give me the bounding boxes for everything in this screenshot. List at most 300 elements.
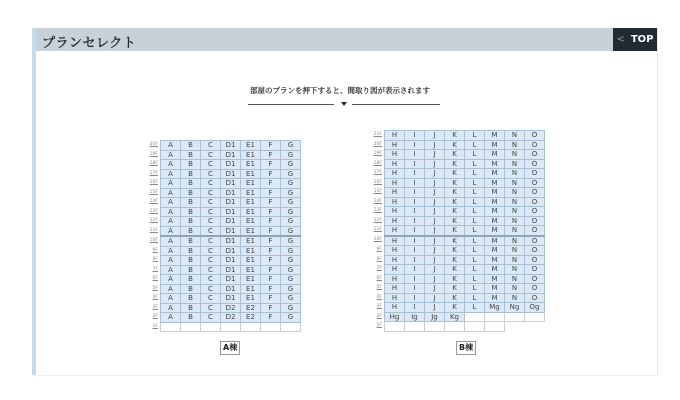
plan-cell[interactable]: A [161,246,181,256]
plan-cell[interactable]: H [385,197,405,207]
plan-cell[interactable]: M [485,207,505,217]
plan-cell[interactable]: G [281,294,301,304]
plan-cell[interactable]: H [385,265,405,275]
plan-cell[interactable]: L [465,140,485,150]
plan-cell[interactable]: G [281,169,301,179]
plan-cell[interactable]: M [485,236,505,246]
plan-cell[interactable]: D1 [221,284,241,294]
plan-cell[interactable]: O [525,178,545,188]
plan-cell[interactable]: A [161,169,181,179]
plan-cell[interactable]: G [281,179,301,189]
plan-cell[interactable]: M [485,274,505,284]
plan-cell[interactable]: N [505,178,525,188]
plan-cell[interactable]: I [405,274,425,284]
plan-cell[interactable]: K [445,131,465,141]
plan-cell[interactable]: D1 [221,236,241,246]
plan-cell[interactable]: G [281,188,301,198]
plan-cell[interactable]: B [181,188,201,198]
plan-cell[interactable]: I [405,150,425,160]
plan-cell[interactable]: D1 [221,207,241,217]
plan-cell[interactable]: D1 [221,294,241,304]
plan-cell[interactable]: E1 [241,141,261,151]
plan-cell[interactable]: B [181,256,201,266]
plan-cell[interactable]: N [505,197,525,207]
plan-cell[interactable]: M [485,216,505,226]
plan-cell[interactable]: A [161,217,181,227]
plan-cell[interactable]: C [201,246,221,256]
plan-cell[interactable]: C [201,284,221,294]
plan-cell[interactable]: I [405,207,425,217]
plan-cell[interactable]: L [465,303,485,313]
plan-cell[interactable]: D1 [221,198,241,208]
plan-cell[interactable]: O [525,159,545,169]
plan-cell[interactable]: H [385,150,405,160]
plan-cell[interactable]: J [425,178,445,188]
plan-cell[interactable]: A [161,207,181,217]
plan-cell[interactable]: H [385,284,405,294]
plan-cell[interactable]: O [525,293,545,303]
plan-cell[interactable]: M [485,159,505,169]
plan-cell[interactable]: M [485,197,505,207]
plan-cell[interactable]: I [405,131,425,141]
plan-cell[interactable]: E1 [241,160,261,170]
plan-cell[interactable]: L [465,150,485,160]
plan-cell[interactable]: K [445,188,465,198]
plan-cell[interactable]: I [405,303,425,313]
plan-cell[interactable]: I [405,216,425,226]
plan-cell[interactable]: M [485,246,505,256]
plan-cell[interactable]: C [201,313,221,323]
plan-cell[interactable]: L [465,169,485,179]
plan-cell[interactable]: C [201,169,221,179]
plan-cell[interactable]: B [181,303,201,313]
plan-cell[interactable]: M [485,150,505,160]
plan-cell[interactable]: G [281,217,301,227]
plan-cell[interactable]: F [261,303,281,313]
plan-cell[interactable]: A [161,303,181,313]
plan-cell[interactable]: D1 [221,265,241,275]
plan-cell[interactable]: L [465,255,485,265]
plan-cell[interactable]: E1 [241,188,261,198]
plan-cell[interactable]: Og [525,303,545,313]
plan-cell[interactable]: I [405,236,425,246]
plan-cell[interactable]: O [525,150,545,160]
plan-cell[interactable]: I [405,265,425,275]
plan-cell[interactable]: O [525,131,545,141]
plan-cell[interactable]: C [201,188,221,198]
plan-cell[interactable]: B [181,236,201,246]
plan-cell[interactable]: K [445,246,465,256]
plan-cell[interactable]: J [425,236,445,246]
plan-cell[interactable]: I [405,178,425,188]
plan-cell[interactable]: B [181,207,201,217]
plan-cell[interactable]: N [505,255,525,265]
plan-cell[interactable]: G [281,313,301,323]
plan-cell[interactable]: H [385,216,405,226]
plan-cell[interactable]: L [465,236,485,246]
plan-cell[interactable]: A [161,150,181,160]
plan-cell[interactable]: M [485,265,505,275]
plan-cell[interactable]: H [385,140,405,150]
plan-cell[interactable]: A [161,188,181,198]
plan-cell[interactable]: K [445,265,465,275]
plan-cell[interactable]: M [485,255,505,265]
plan-cell[interactable]: F [261,246,281,256]
plan-cell[interactable]: L [465,226,485,236]
plan-cell[interactable]: N [505,274,525,284]
plan-cell[interactable]: C [201,275,221,285]
plan-cell[interactable]: O [525,188,545,198]
plan-cell[interactable]: L [465,131,485,141]
floor-label: 21F [373,132,382,137]
plan-cell[interactable]: G [281,284,301,294]
plan-cell[interactable]: Kg [445,312,465,322]
plan-cell[interactable]: M [485,226,505,236]
plan-cell[interactable]: J [425,255,445,265]
plan-cell[interactable]: D2 [221,303,241,313]
plan-cell[interactable]: C [201,294,221,304]
plan-cell[interactable]: I [405,140,425,150]
plan-cell[interactable]: I [405,255,425,265]
plan-cell[interactable]: K [445,178,465,188]
plan-cell[interactable]: O [525,197,545,207]
plan-cell[interactable]: F [261,256,281,266]
plan-cell[interactable]: C [201,160,221,170]
plan-cell[interactable]: D1 [221,169,241,179]
plan-cell[interactable]: H [385,131,405,141]
plan-cell[interactable]: D1 [221,188,241,198]
plan-cell[interactable]: B [181,313,201,323]
plan-cell[interactable]: H [385,207,405,217]
plan-cell[interactable]: N [505,188,525,198]
plan-cell[interactable]: G [281,246,301,256]
plan-cell[interactable]: K [445,303,465,313]
plan-cell[interactable]: K [445,140,465,150]
plan-cell[interactable]: J [425,131,445,141]
plan-cell[interactable]: C [201,150,221,160]
plan-cell[interactable]: E1 [241,284,261,294]
plan-cell[interactable]: O [525,255,545,265]
plan-cell[interactable]: A [161,236,181,246]
plan-cell[interactable]: A [161,160,181,170]
plan-cell[interactable]: L [465,274,485,284]
plan-cell[interactable]: J [425,188,445,198]
plan-cell[interactable]: L [465,216,485,226]
plan-cell[interactable]: B [181,169,201,179]
plan-cell[interactable]: E1 [241,179,261,189]
plan-cell[interactable]: I [405,169,425,179]
plan-cell[interactable]: D1 [221,226,241,236]
plan-cell[interactable]: C [201,265,221,275]
plan-cell[interactable]: B [181,265,201,275]
plan-cell[interactable]: B [181,246,201,256]
plan-cell[interactable]: Ig [405,312,425,322]
plan-cell[interactable]: F [261,150,281,160]
plan-cell[interactable]: M [485,293,505,303]
plan-cell[interactable]: F [261,236,281,246]
plan-cell[interactable]: G [281,198,301,208]
empty-cell [201,322,221,332]
plan-cell[interactable]: G [281,303,301,313]
plan-cell[interactable]: C [201,141,221,151]
plan-cell[interactable]: L [465,265,485,275]
plan-cell[interactable]: C [201,236,221,246]
plan-cell[interactable]: C [201,256,221,266]
plan-cell[interactable]: L [465,178,485,188]
plan-cell[interactable]: N [505,216,525,226]
plan-cell[interactable]: N [505,150,525,160]
plan-cell[interactable]: C [201,179,221,189]
plan-cell[interactable]: E2 [241,313,261,323]
plan-cell[interactable]: Mg [485,303,505,313]
plan-cell[interactable]: E1 [241,275,261,285]
plan-cell[interactable]: I [405,197,425,207]
plan-cell[interactable]: C [201,198,221,208]
plan-cell[interactable]: N [505,246,525,256]
plan-cell[interactable]: A [161,226,181,236]
plan-cell[interactable]: N [505,140,525,150]
plan-cell[interactable]: L [465,207,485,217]
plan-cell[interactable]: E1 [241,294,261,304]
plan-cell[interactable]: N [505,236,525,246]
plan-cell[interactable]: G [281,207,301,217]
plan-cell[interactable]: E1 [241,217,261,227]
plan-cell[interactable]: F [261,265,281,275]
plan-cell[interactable]: O [525,140,545,150]
empty-cell [221,322,241,332]
plan-cell[interactable]: B [181,141,201,151]
plan-cell[interactable]: F [261,226,281,236]
plan-cell[interactable]: J [425,265,445,275]
plan-cell[interactable]: E1 [241,198,261,208]
plan-cell[interactable]: J [425,293,445,303]
plan-cell[interactable]: L [465,293,485,303]
plan-cell[interactable]: A [161,198,181,208]
plan-cell[interactable]: A [161,275,181,285]
plan-cell[interactable]: M [485,188,505,198]
plan-cell[interactable]: H [385,293,405,303]
plan-cell[interactable]: L [465,159,485,169]
plan-cell[interactable]: J [425,216,445,226]
plan-cell[interactable]: I [405,226,425,236]
plan-cell[interactable]: F [261,217,281,227]
plan-cell[interactable]: M [485,131,505,141]
plan-cell[interactable]: M [485,169,505,179]
plan-cell[interactable]: I [405,159,425,169]
plan-cell[interactable]: A [161,284,181,294]
plan-cell[interactable]: J [425,140,445,150]
plan-cell[interactable]: I [405,246,425,256]
plan-cell[interactable]: J [425,284,445,294]
plan-cell[interactable]: N [505,169,525,179]
plan-cell[interactable]: E1 [241,207,261,217]
plan-cell[interactable]: G [281,160,301,170]
plan-cell[interactable]: D1 [221,150,241,160]
plan-cell[interactable]: H [385,246,405,256]
plan-cell[interactable]: L [465,284,485,294]
panel-header [36,28,613,51]
plan-cell[interactable]: G [281,275,301,285]
plan-cell[interactable]: B [181,160,201,170]
plan-cell[interactable]: F [261,284,281,294]
plan-cell[interactable]: H [385,255,405,265]
floor-row [145,169,301,179]
floor-row [145,256,301,266]
plan-cell[interactable]: F [261,188,281,198]
plan-cell[interactable]: D1 [221,141,241,151]
empty-cell [505,322,525,332]
plan-cell[interactable]: K [445,274,465,284]
plan-cell[interactable]: O [525,169,545,179]
floor-label: 13F [149,208,158,214]
plan-cell[interactable]: E1 [241,236,261,246]
plan-cell[interactable]: E1 [241,246,261,256]
plan-cell[interactable]: F [261,313,281,323]
floor-label: 6F [152,276,158,281]
plan-cell[interactable]: O [525,216,545,226]
plan-cell[interactable]: K [445,207,465,217]
plan-cell[interactable]: D1 [221,160,241,170]
plan-cell[interactable]: A [161,179,181,189]
plan-cell[interactable]: C [201,226,221,236]
plan-cell[interactable]: H [385,188,405,198]
plan-cell[interactable]: Hg [385,312,405,322]
plan-cell[interactable]: F [261,141,281,151]
plan-cell[interactable]: N [505,131,525,141]
plan-cell[interactable]: E2 [241,303,261,313]
plan-cell[interactable]: E1 [241,265,261,275]
plan-cell[interactable]: G [281,256,301,266]
plan-cell[interactable]: L [465,197,485,207]
plan-cell[interactable]: G [281,236,301,246]
plan-cell[interactable]: N [505,226,525,236]
plan-cell[interactable]: G [281,226,301,236]
plan-cell[interactable]: E1 [241,169,261,179]
plan-cell[interactable]: I [405,188,425,198]
plan-cell[interactable]: H [385,236,405,246]
plan-cell[interactable]: D1 [221,217,241,227]
plan-cell[interactable]: E1 [241,256,261,266]
plan-cell[interactable]: M [485,284,505,294]
plan-cell[interactable]: L [465,246,485,256]
plan-cell[interactable]: H [385,274,405,284]
plan-cell[interactable]: D1 [221,275,241,285]
plan-cell[interactable]: I [405,293,425,303]
plan-cell[interactable]: M [485,178,505,188]
plan-cell[interactable]: D1 [221,256,241,266]
plan-cell[interactable]: B [181,294,201,304]
plan-cell[interactable]: K [445,216,465,226]
plan-cell[interactable]: O [525,207,545,217]
plan-cell[interactable]: J [425,159,445,169]
plan-cell[interactable]: F [261,294,281,304]
plan-cell[interactable]: O [525,236,545,246]
plan-cell[interactable]: J [425,169,445,179]
plan-cell[interactable]: J [425,274,445,284]
plan-cell[interactable]: H [385,159,405,169]
plan-cell[interactable]: J [425,226,445,236]
plan-cell[interactable]: O [525,226,545,236]
plan-cell[interactable]: K [445,284,465,294]
plan-cell[interactable]: O [525,284,545,294]
top-button[interactable] [613,28,657,51]
plan-cell[interactable]: N [505,284,525,294]
plan-cell[interactable]: H [385,303,405,313]
plan-cell[interactable]: N [505,293,525,303]
plan-cell[interactable]: F [261,169,281,179]
plan-cell[interactable]: A [161,313,181,323]
plan-cell[interactable]: A [161,294,181,304]
plan-cell[interactable]: K [445,293,465,303]
plan-cell[interactable]: H [385,169,405,179]
plan-cell[interactable]: K [445,236,465,246]
plan-cell[interactable]: G [281,265,301,275]
plan-cell[interactable]: H [385,178,405,188]
plan-cell[interactable]: J [425,207,445,217]
plan-cell[interactable]: A [161,256,181,266]
plan-cell[interactable]: J [425,150,445,160]
plan-cell[interactable]: Ng [505,303,525,313]
plan-cell[interactable]: G [281,150,301,160]
plan-cell[interactable]: N [505,207,525,217]
plan-cell[interactable]: F [261,160,281,170]
plan-cell[interactable]: H [385,226,405,236]
plan-cell[interactable]: L [465,188,485,198]
plan-cell[interactable]: E1 [241,150,261,160]
plan-cell[interactable]: D1 [221,246,241,256]
plan-cell[interactable]: D2 [221,313,241,323]
plan-cell[interactable]: I [405,284,425,294]
plan-cell[interactable]: J [425,197,445,207]
plan-cell[interactable]: O [525,246,545,256]
plan-cell[interactable]: O [525,274,545,284]
plan-cell[interactable]: K [445,169,465,179]
plan-cell[interactable]: B [181,284,201,294]
plan-cell[interactable]: A [161,141,181,151]
plan-cell[interactable]: G [281,141,301,151]
plan-cell[interactable]: N [505,159,525,169]
plan-cell[interactable]: E1 [241,226,261,236]
plan-cell[interactable]: C [201,217,221,227]
floor-row [369,159,545,169]
plan-cell[interactable]: B [181,275,201,285]
plan-cell[interactable]: B [181,226,201,236]
plan-cell[interactable]: K [445,197,465,207]
plan-cell[interactable]: F [261,275,281,285]
plan-cell[interactable]: K [445,226,465,236]
plan-cell[interactable]: B [181,198,201,208]
plan-cell[interactable]: C [201,303,221,313]
plan-cell[interactable]: B [181,217,201,227]
plan-cell[interactable]: F [261,207,281,217]
plan-cell[interactable]: B [181,150,201,160]
plan-cell[interactable]: K [445,255,465,265]
plan-cell[interactable]: C [201,207,221,217]
plan-cell[interactable]: Jg [425,312,445,322]
plan-cell[interactable]: M [485,140,505,150]
plan-cell[interactable]: J [425,246,445,256]
plan-cell[interactable]: F [261,179,281,189]
plan-cell[interactable]: J [425,303,445,313]
plan-cell[interactable]: K [445,150,465,160]
plan-cell[interactable]: D1 [221,179,241,189]
plan-cell[interactable]: A [161,265,181,275]
plan-cell[interactable]: K [445,159,465,169]
plan-cell[interactable]: N [505,265,525,275]
plan-cell[interactable]: O [525,265,545,275]
plan-cell[interactable]: B [181,179,201,189]
plan-cell[interactable]: F [261,198,281,208]
